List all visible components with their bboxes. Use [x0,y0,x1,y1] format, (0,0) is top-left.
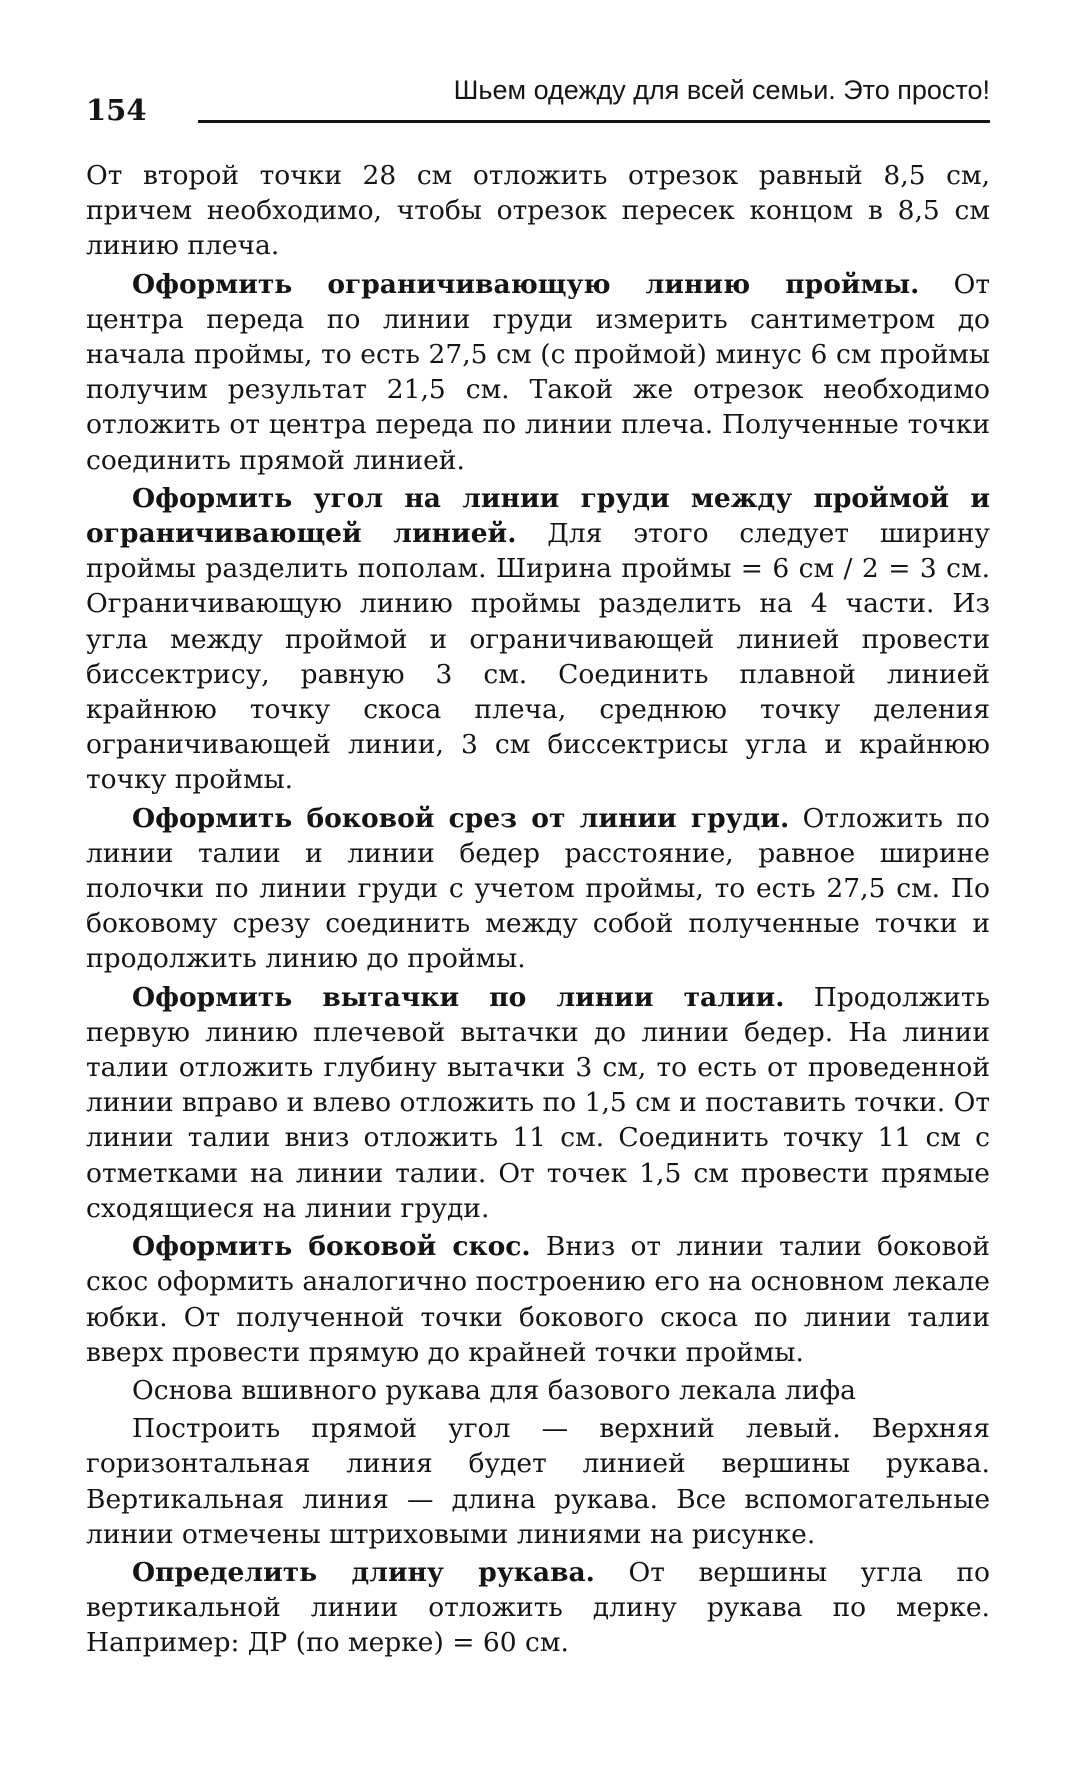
paragraph-lead: Оформить ограничивающую линию проймы. [132,268,920,300]
paragraph-text: От второй точки 28 см отложить отрезок равный 8,5 см, причем необходимо, чтобы отрезок пересек концом в 8,5 см линию плеча. [86,160,990,262]
paragraph-text: Вниз от линии талии боковой скос оформить аналогично построению его на основном лекале юбки. От полученной точки бокового скоса по линии талии вверх провести прямую до крайней точки проймы. [86,1231,990,1368]
paragraph [86,267,990,478]
paragraph-lead: Оформить боковой срез от линии груди. [132,802,790,834]
paragraph-text: Отложить по линии талии и линии бедер расстояние, равное ширине полочки по линии груди с учетом проймы, то есть 27,5 см. По боковому срезу соединить между собой полученные точки и продолжить линию до проймы. [86,802,990,975]
body-text [86,158,990,1664]
page-number: 154 [86,93,147,127]
paragraph [86,1555,990,1661]
paragraph-lead: Оформить боковой скос. [132,1231,531,1263]
paragraph [86,980,990,1226]
paragraph-text: Продолжить первую линию плечевой вытачки до линии бедер. На линии талии отложить глубину вытачки 3 см, то есть от проведенной линии вправо и влево отложить по 1,5 см и поставить точки. От линии талии вниз отложить 11 см. Соединить точку 11 см с отметками на линии талии. От точек 1,5 см провести прямые сходящиеся на линии груди. [86,981,990,1224]
header-rule [198,120,990,123]
page-header [86,70,990,130]
paragraph [86,1229,990,1370]
paragraph-lead: Оформить вытачки по линии талии. [132,981,785,1013]
paragraph [86,481,990,798]
running-title: Шьем одежду для всей семьи. Это просто! [453,75,990,105]
paragraph-text: От вершины угла по вертикальной линии отложить длину рукава по мерке. Например: ДР (по мерке) = 60 см. [86,1556,990,1659]
paragraph-text: Построить прямой угол — верхний левый. Верхняя горизонтальная линия будет линией вершины рукава. Вертикальная линия — длина рукава. Все вспомогательные линии отмечены штриховыми линиями на рисунке. [86,1413,990,1550]
paragraph-text: Для этого следует ширину проймы разделить пополам. Ширина проймы = 6 см / 2 = 3 см. Ограничивающую линию проймы разделить на 4 части. Из угла между проймой и ограничивающей линией провести биссектрису, равную 3 см. Соединить плавной линией крайнюю точку скоса плеча, среднюю точку деления ограничивающей линии, 3 см биссектрисы угла и крайнюю точку проймы. [86,518,991,796]
paragraph [86,1411,990,1552]
paragraph-lead: Определить длину рукава. [132,1556,595,1588]
section-subheading [86,1373,990,1408]
paragraph-text: От центра переда по линии груди измерить сантиметром до начала проймы, то есть 27,5 см (с проймой) минус 6 см проймы получим результат 21,5 см. Такой же отрезок необходимо отложить от центра переда по линии плеча. Полученные точки соединить прямой линией. [86,268,991,476]
paragraph [86,158,990,264]
paragraph [86,801,990,977]
paragraph-lead: Оформить угол на линии груди между проймой и ограничивающей линией. [86,482,990,550]
paragraph-text: Основа вшивного рукава для базового лекала лифа [132,1374,856,1406]
